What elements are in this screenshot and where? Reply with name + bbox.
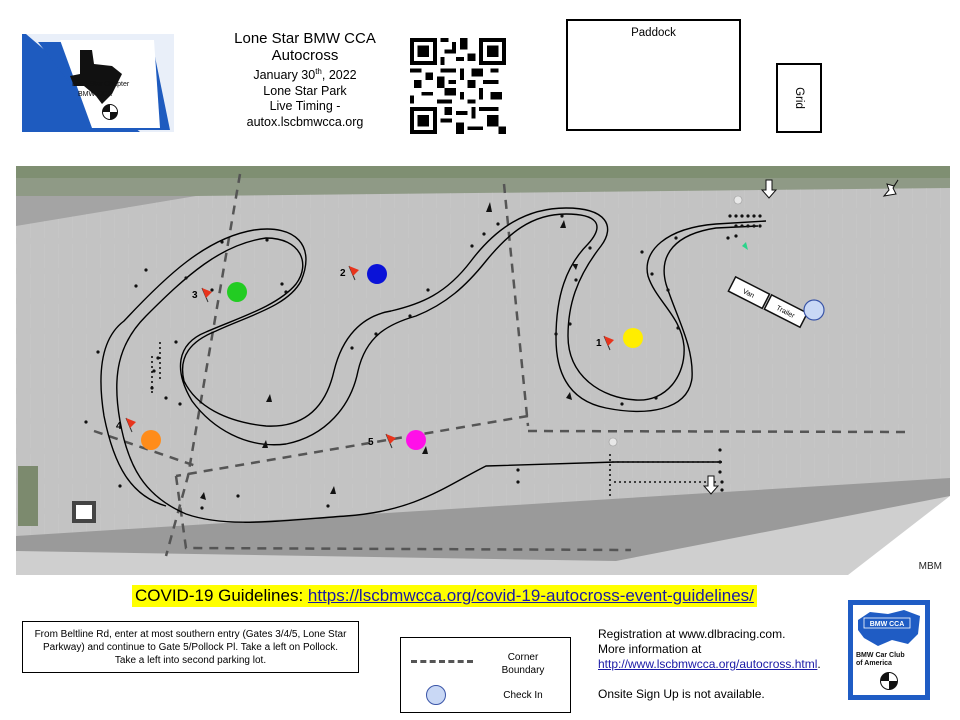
registration-info <box>598 627 858 702</box>
registration-line2: More information at <box>598 642 702 656</box>
paddock-area <box>566 19 741 131</box>
live-timing-url[interactable]: autox.lscbmwcca.org <box>246 114 364 129</box>
covid-banner <box>132 585 757 607</box>
event-info <box>205 30 405 130</box>
station-dot <box>406 430 426 450</box>
station-dot <box>227 282 247 302</box>
directions-text: From Beltline Rd, enter at most southern entry (Gates 3/4/5, Lone Star Parkway) and continue to Gate 5/Pollock Pl. Take a left on Pollock. Take a left into second parking lot. <box>34 629 347 666</box>
qr-code-icon[interactable] <box>410 38 506 134</box>
bmw-cca-logo <box>848 600 930 700</box>
van-label: Van <box>741 288 756 300</box>
registration-line1: Registration at www.dlbracing.com. <box>598 627 786 641</box>
station-dot <box>623 328 643 348</box>
chapter-logo <box>22 34 174 132</box>
timing-light-icon <box>734 196 742 204</box>
map-credit: MBM <box>918 561 942 572</box>
legend <box>400 637 571 713</box>
corner-boundary-swatch <box>411 660 473 663</box>
trailer-label: Trailer <box>774 304 796 320</box>
course-map <box>16 166 950 575</box>
corner-boundary-label: Corner Boundary <box>501 652 545 676</box>
covid-label: COVID-19 Guidelines: <box>135 586 308 605</box>
svg-text:4: 4 <box>116 421 122 432</box>
svg-text:1: 1 <box>596 338 602 349</box>
event-title-line2: Autocross <box>271 47 339 64</box>
chapter-logo-line1: Lone Star Chapter <box>72 81 130 88</box>
registration-url-row: http://www.lscbmwcca.org/autocross.html. <box>598 657 821 671</box>
grid-label: Grid <box>793 87 805 109</box>
station-dot <box>367 264 387 284</box>
logo-badge-text: BMW CCA <box>869 621 905 628</box>
check-in-swatch-icon <box>426 685 446 705</box>
live-timing-label: Live Timing - <box>269 99 341 114</box>
event-date: January 30th, 2022 <box>253 67 357 83</box>
station-dot <box>141 430 161 450</box>
event-title-line1: Lone Star BMW CCA <box>234 30 376 47</box>
autocross-info-link[interactable]: http://www.lscbmwcca.org/autocross.html <box>598 657 818 671</box>
event-venue: Lone Star Park <box>263 83 347 98</box>
svg-text:2: 2 <box>340 268 346 279</box>
logo-name-line2: of America <box>856 660 892 667</box>
timing-light-icon <box>609 438 617 446</box>
svg-text:5: 5 <box>368 437 374 448</box>
directions-box <box>22 621 359 673</box>
covid-guidelines-link[interactable]: https://lscbmwcca.org/covid-19-autocross-event-guidelines/ <box>307 586 754 605</box>
chapter-logo-line2: BMW CCA <box>78 91 112 98</box>
check-in-icon <box>804 300 824 320</box>
check-in-label: Check In <box>503 690 543 701</box>
logo-name-line1: BMW Car Club <box>856 652 905 659</box>
registration-line3: Onsite Sign Up is not available. <box>598 687 765 701</box>
paddock-label: Paddock <box>631 27 676 39</box>
grid-area <box>776 63 822 133</box>
svg-text:3: 3 <box>192 290 198 301</box>
